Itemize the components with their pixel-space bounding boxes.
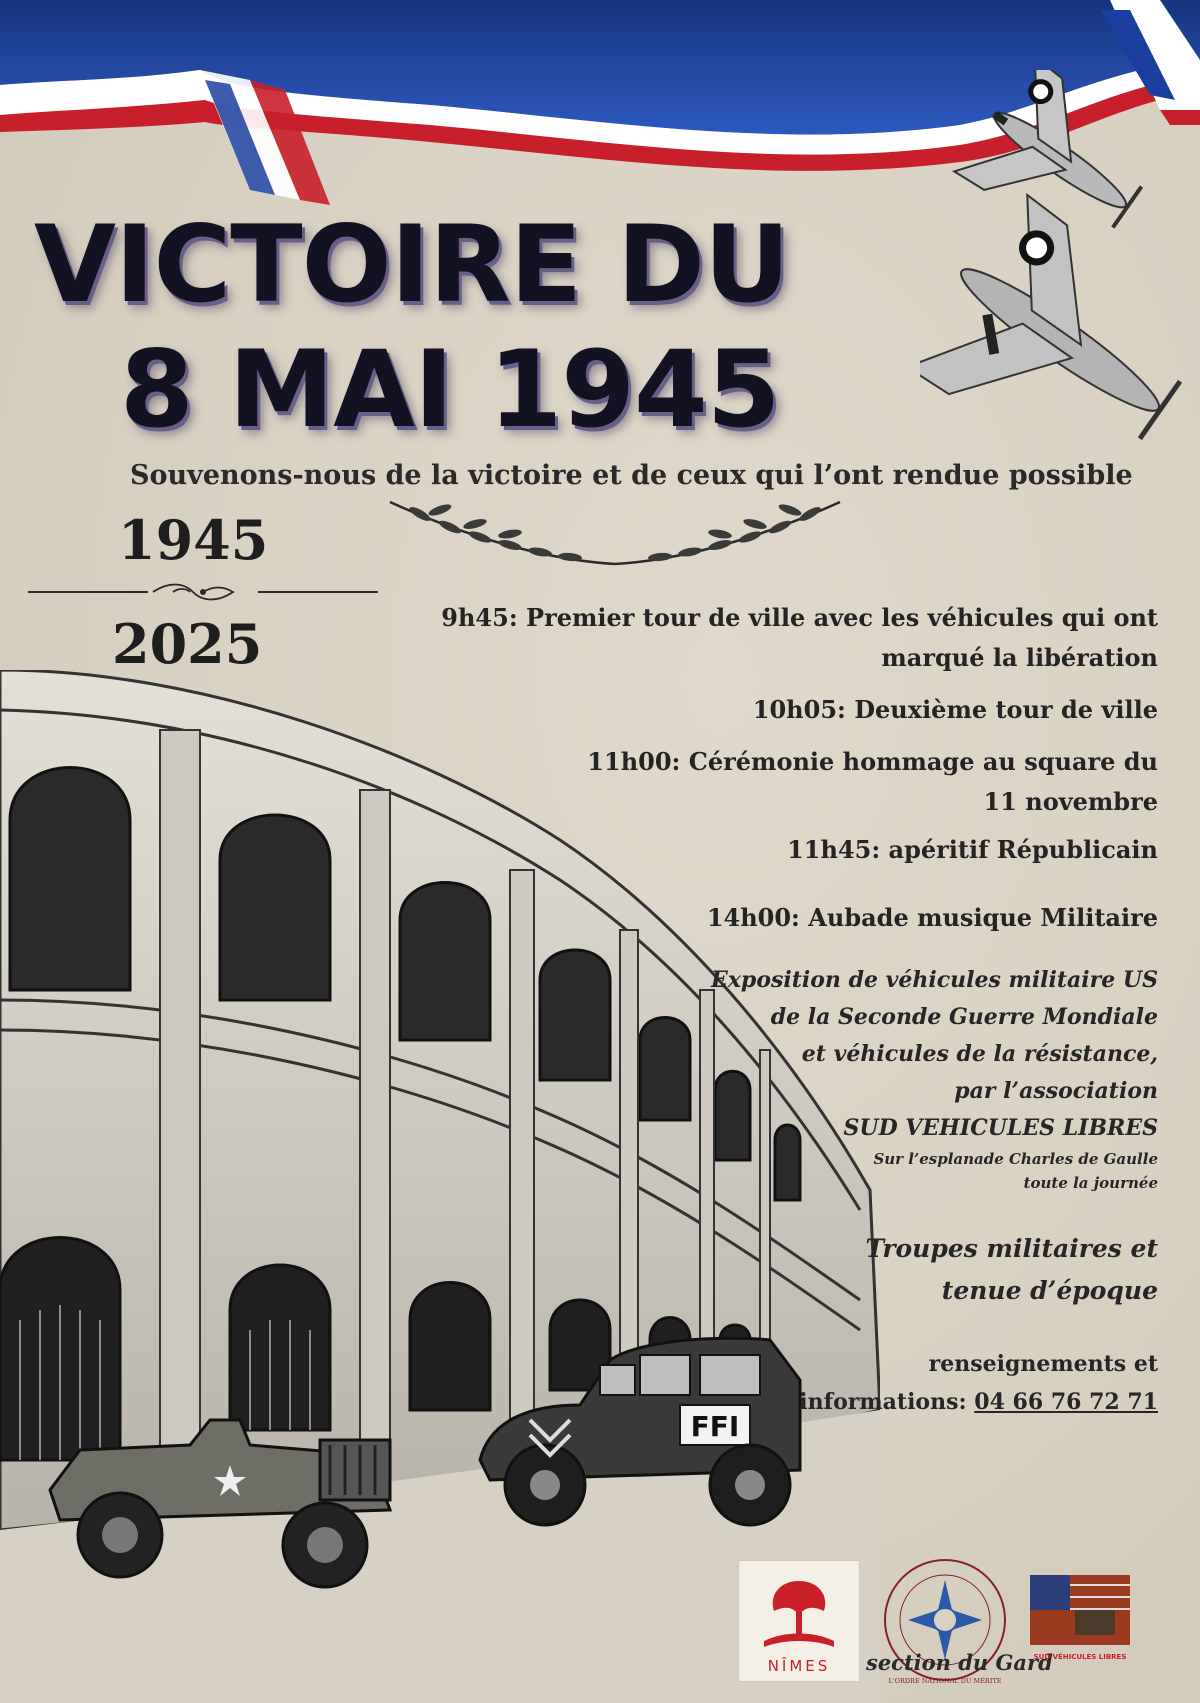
exhibition-line-1: Exposition de véhicules militaire US [711, 967, 1158, 993]
nimes-logo-text: NÎMES [767, 1657, 831, 1675]
title-line-1: VICTOIRE DU [34, 203, 790, 326]
contact-info [598, 1345, 1158, 1421]
nimes-city-logo [738, 1560, 860, 1682]
ffi-plate-text: FFI [690, 1410, 740, 1443]
section-du-gard-label: section du Gard [866, 1650, 1053, 1675]
schedule-item-3-line2: 11 novembre [983, 787, 1158, 816]
troops-line-2: tenue d’époque [941, 1276, 1158, 1305]
schedule-item-4-line1: 11h45: apéritif Républicain [787, 835, 1158, 864]
laurel-branch-icon [380, 492, 850, 577]
schedule-item-1-line2: marqué la libération [881, 643, 1158, 672]
exhibition-line-4: par l’association [954, 1078, 1158, 1104]
year-start: 1945 [118, 508, 269, 572]
contact-line-2 [598, 1383, 1158, 1421]
spitfire-planes-illustration [920, 70, 1200, 450]
schedule-item-5 [438, 898, 1158, 938]
troops-info [658, 1228, 1158, 1312]
svl-logo-text: SUD VÉHICULES LIBRES [1033, 1653, 1127, 1661]
exhibition-location: Sur l’esplanade Charles de Gaulle [873, 1150, 1158, 1168]
schedule-item-1-line1: 9h45: Premier tour de ville avec les véhicules qui ont [441, 603, 1158, 632]
schedule-item-2 [438, 690, 1158, 730]
contact-line-1: renseignements et [928, 1351, 1158, 1377]
ordre-national-merite-logo [870, 1555, 1020, 1703]
schedule-item-4 [438, 830, 1158, 870]
ordre-ring-text: L'ORDRE NATIONAL DU MÉRITE [888, 1677, 1002, 1685]
year-end: 2025 [112, 612, 263, 676]
schedule-item-5-line1: 14h00: Aubade musique Militaire [706, 903, 1158, 932]
phone-number-link[interactable]: 04 66 76 72 71 [974, 1389, 1158, 1415]
schedule-item-3-line1: 11h00: Cérémonie hommage au square du [587, 747, 1158, 776]
subtitle: Souvenons-nous de la victoire et de ceux qui l’ont rendue possible [130, 460, 1133, 491]
troops-line-1: Troupes militaires et [865, 1234, 1158, 1263]
exhibition-time: toute la journée [1023, 1174, 1158, 1192]
exhibition-association-name: SUD VEHICULES LIBRES [843, 1115, 1158, 1141]
title-line-2: 8 MAI 1945 [120, 328, 780, 451]
ornament-divider [28, 580, 378, 604]
contact-label: informations: [799, 1389, 967, 1415]
schedule-item-3 [438, 742, 1158, 822]
exhibition-info [598, 962, 1158, 1195]
sud-vehicules-libres-logo [1030, 1565, 1130, 1665]
schedule-item-2-line1: 10h05: Deuxième tour de ville [752, 695, 1158, 724]
exhibition-line-3: et véhicules de la résistance, [801, 1041, 1158, 1067]
schedule-item-1 [438, 598, 1158, 678]
exhibition-line-2: de la Seconde Guerre Mondiale [770, 1004, 1158, 1030]
